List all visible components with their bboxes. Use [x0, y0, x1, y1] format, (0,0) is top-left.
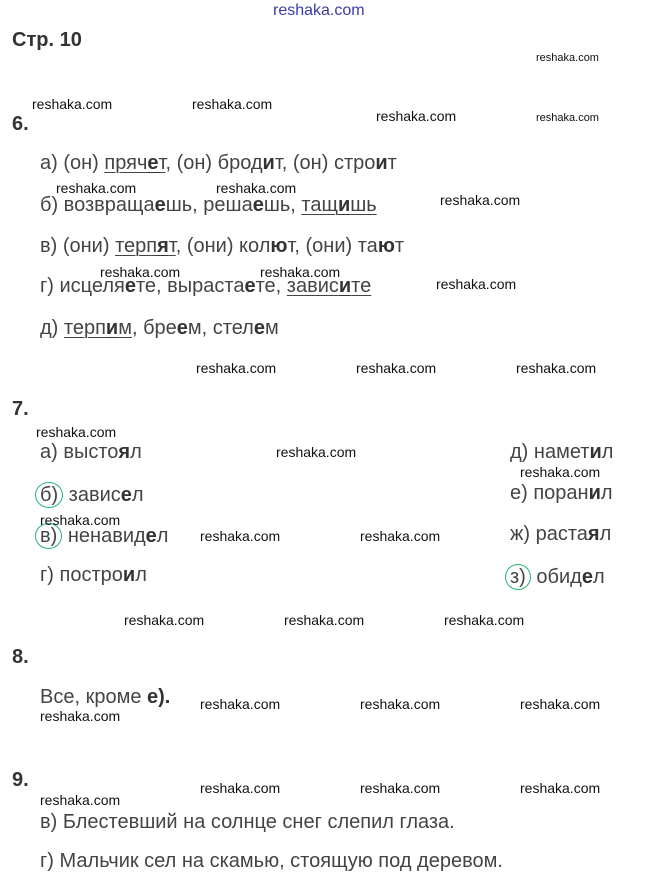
task6-line [40, 317, 279, 340]
option-letter: а) [40, 441, 58, 463]
watermark: reshaka.com [536, 52, 599, 64]
task9-line-v: в) Блестевший на солнце снег слепил глаза. [40, 811, 455, 833]
task9-line-g: г) Мальчик сел на скамью, стоящую под деревом. [40, 850, 503, 872]
text-segment: л [601, 441, 614, 463]
text-segment: л [599, 523, 612, 545]
text-segment: я [157, 235, 169, 257]
watermark: reshaka.com [536, 112, 599, 124]
watermark: reshaka.com [360, 780, 441, 796]
text-segment: е [154, 194, 166, 216]
task8-number: 8. [12, 646, 29, 668]
text-segment: т [394, 235, 405, 257]
text-segment: шь, реша [165, 194, 253, 216]
option-letter: ж) [510, 523, 531, 545]
watermark: reshaka.com [36, 424, 117, 440]
watermark: reshaka.com [192, 96, 273, 112]
text-segment: раста [530, 523, 588, 545]
task7-option-left [40, 482, 144, 508]
text-segment: терп [63, 317, 106, 339]
text-segment: завис [63, 484, 121, 506]
text-segment: л [600, 482, 613, 504]
watermark: reshaka.com [520, 780, 601, 796]
text-segment: и [375, 152, 388, 174]
watermark: reshaka.com [284, 612, 365, 628]
text-segment: я [118, 441, 131, 463]
watermark: reshaka.com [124, 612, 205, 628]
text-segment: высто [57, 441, 119, 463]
text-segment: а) (он) [40, 152, 105, 174]
task6-line [40, 194, 377, 217]
watermark: reshaka.com [356, 360, 437, 376]
task8-answer: е). [147, 686, 171, 708]
task7-option-right [510, 523, 611, 546]
text-segment: м [264, 317, 279, 339]
text-segment: , (они) кол [175, 235, 271, 257]
text-segment: те, [255, 275, 287, 297]
text-segment: м, стел [187, 317, 254, 339]
watermark: reshaka.com [196, 360, 277, 376]
task8-prefix: Все, кроме [40, 686, 148, 708]
watermark: reshaka.com [444, 612, 525, 628]
watermark: reshaka.com [516, 360, 597, 376]
text-segment: те, выраста [136, 275, 245, 297]
text-segment: в) (они) [40, 235, 116, 257]
watermark: reshaka.com [440, 192, 521, 208]
watermark: reshaka.com [376, 108, 457, 124]
text-segment: те [351, 275, 372, 297]
watermark: reshaka.com [216, 180, 297, 196]
watermark: reshaka.com [56, 180, 137, 196]
watermark: reshaka.com [100, 264, 181, 280]
task7-number: 7. [12, 398, 29, 420]
watermark: reshaka.com [436, 276, 517, 292]
task8-answer-line [40, 686, 170, 709]
text-segment: и [338, 275, 352, 297]
task7-option-left [40, 441, 142, 464]
circled-letter: б) [35, 482, 63, 508]
text-segment: т [387, 152, 397, 174]
task9-number: 9. [12, 769, 29, 791]
text-segment: л [131, 484, 144, 506]
text-segment: е [581, 566, 593, 588]
circled-letter: в) [35, 523, 62, 549]
text-segment: обид [530, 566, 582, 588]
watermark: reshaka.com [200, 696, 281, 712]
text-segment: и [262, 152, 275, 174]
text-segment: г) исцеля [40, 275, 125, 297]
text-segment: е [253, 317, 265, 339]
watermark: reshaka.com [360, 696, 441, 712]
watermark: reshaka.com [40, 792, 121, 808]
task6-number: 6. [12, 113, 29, 135]
text-segment: е [147, 152, 159, 174]
text-segment: е [124, 275, 136, 297]
text-segment: т, (он) стро [274, 152, 376, 174]
text-segment: л [130, 441, 142, 463]
text-segment: и [105, 317, 119, 339]
text-segment: намет [528, 441, 590, 463]
text-segment: , бре [131, 317, 177, 339]
text-segment: постро [53, 564, 123, 586]
text-segment: , (он) бро [165, 152, 251, 174]
top-watermark: reshaka.com [273, 2, 365, 19]
text-segment: и [588, 482, 601, 504]
task7-option-right [510, 482, 613, 505]
text-segment: поран [527, 482, 589, 504]
watermark: reshaka.com [276, 444, 357, 460]
text-segment: завис [286, 275, 339, 297]
circled-letter: з) [505, 564, 531, 590]
text-segment: м [118, 317, 132, 339]
text-segment: шь, [263, 194, 302, 216]
text-segment: л [592, 566, 605, 588]
text-segment: л [156, 525, 169, 547]
task6-line [40, 152, 397, 175]
watermark: reshaka.com [260, 264, 341, 280]
task6-line [40, 235, 404, 258]
text-segment: л [135, 564, 147, 586]
text-segment: б) возвраща [40, 194, 155, 216]
watermark: reshaka.com [520, 696, 601, 712]
page-title: Стр. 10 [12, 29, 82, 51]
watermark: reshaka.com [32, 96, 113, 112]
text-segment: е [176, 317, 188, 339]
option-letter: д) [510, 441, 529, 463]
text-segment: т [158, 152, 166, 174]
text-segment: тащ [301, 194, 338, 216]
text-segment: т, (они) та [287, 235, 378, 257]
watermark: reshaka.com [40, 512, 121, 528]
option-letter: г) [40, 564, 54, 586]
watermark: reshaka.com [40, 708, 121, 724]
task7-option-right [510, 441, 613, 464]
text-segment: д) [40, 317, 64, 339]
text-segment: я [587, 523, 600, 545]
text-segment: т [168, 235, 176, 257]
text-segment: е [145, 525, 157, 547]
text-segment: и [122, 564, 136, 586]
text-segment: терп [115, 235, 158, 257]
watermark: reshaka.com [200, 528, 281, 544]
text-segment: е [244, 275, 256, 297]
task7-option-right [510, 564, 605, 590]
task7-option-left [40, 564, 147, 587]
text-segment: е [120, 484, 132, 506]
text-segment: д [250, 152, 263, 174]
text-segment: и [589, 441, 602, 463]
option-letter: е) [510, 482, 528, 504]
text-segment: ю [377, 235, 395, 257]
text-segment: ненавид [62, 525, 146, 547]
text-segment: е [252, 194, 264, 216]
text-segment: ю [270, 235, 288, 257]
text-segment: и [337, 194, 351, 216]
watermark: reshaka.com [520, 464, 601, 480]
text-segment: шь [350, 194, 377, 216]
text-segment: пряч [104, 152, 148, 174]
watermark: reshaka.com [200, 780, 281, 796]
watermark: reshaka.com [360, 528, 441, 544]
